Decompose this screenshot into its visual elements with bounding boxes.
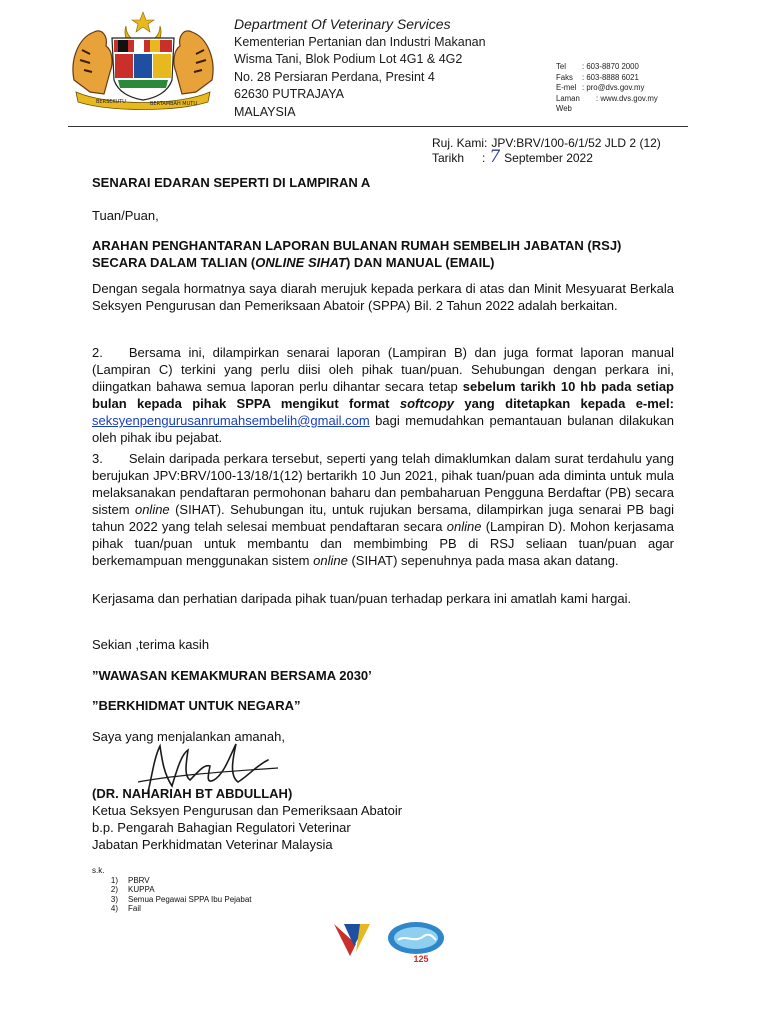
malaysia-madani-logo [330,920,376,960]
dvs-125-years-logo [384,916,448,966]
contact-value: : pro@dvs.gov.my [582,83,645,92]
contact-label: E-mel [556,83,577,92]
contact-row [556,94,658,115]
cc-item-number: 3) [110,894,118,904]
paragraph-3 [92,450,674,569]
date-colon: : [482,151,486,165]
paragraph-text-bold: sebelum tarikh 10 hb pada setiap bulan kepada pihak SPPA mengikut format [92,379,675,411]
paragraph-1: Dengan segala hormatnya saya diarah merujuk kepada perkara di atas dan Minit Mesyuarat Berkala Seksyen Pengurusan dan Pemeriksaan Abatoir (SPPA) Bil. 2 Tahun 2022 adalah berkaitan. [92,281,674,313]
cc-item-number: 2) [110,885,118,894]
subject-heading [92,237,674,271]
cc-item [92,885,252,895]
logo-number: 125 [413,954,429,964]
reference-label: Ruj. Kami: [432,136,488,150]
salutation: Tuan/Puan, [92,208,159,223]
cc-item-text: Fail [128,904,141,913]
contact-label: Laman Web [556,93,580,113]
letterhead-divider [68,126,688,127]
cc-item-number: 4) [110,904,118,913]
contact-value: : www.dvs.gov.my [596,93,658,103]
motto-line-1: ”WAWASAN KEMAKMURAN BERSAMA 2030’ [92,668,372,683]
paragraph-text-italic: online [134,502,170,517]
subject-text: ARAHAN PENGHANTARAN LAPORAN BULANAN RUMAH SEMBELIH JABATAN (RSJ) SECARA DALAM TALIAN ( [92,238,622,270]
signatory-title: Ketua Seksyen Pengurusan dan Pemeriksaan Abatoir [92,803,403,818]
cc-item-text: Semua Pegawai SPPA Ibu Pejabat [128,894,252,904]
reference-block [432,136,661,166]
date-label: Tarikh [432,151,465,165]
address-line: Kementerian Pertanian dan Industri Makanan [234,34,486,49]
cc-item [92,904,252,914]
paragraph-text-italic: online [446,519,482,534]
contact-value: : 603-8870 2000 [582,62,639,71]
contact-label: Faks [556,72,573,82]
cc-item-number: 1) [110,875,118,885]
date-day-handwritten: 7 [489,147,501,167]
paragraph-text-bold: yang ditetapkan kepada e-mel: [454,396,674,411]
crest-motto-left: BERSEKUTU [96,99,126,105]
address-line: 62630 PUTRAJAYA [234,87,345,102]
cc-item [92,876,252,886]
department-name: Department Of Veterinary Services [234,16,451,32]
subject-text: ) DAN MANUAL (EMAIL) [345,255,495,270]
cc-item-text: PBRV [128,875,150,885]
crest-motto-right: BERTAMBAH MUTU [150,101,197,107]
signatory-title: Jabatan Perkhidmatan Veterinar Malaysia [92,837,333,852]
letterhead-address [234,16,534,122]
paragraph-text: Selain daripada perkara tersebut, seperti yang telah dimaklumkan dalam surat terdahulu yang berujukan JPV:BRV/100-13/18/1(12) bertarikh 10 Jun 2021, pihak tuan/puan ada diminta untuk mula melaksanakan pendaftaran permohonan baharu dan pembaharuan Pengguna Berdaftar (PB) secara sistem [92,451,674,517]
contact-row [556,73,658,84]
contact-block [556,62,658,115]
paragraph-4: Kerjasama dan perhatian daripada pihak tuan/puan terhadap perkara ini amatlah kami hargai. [92,591,632,606]
paragraph-number: 2. [92,345,103,360]
cc-list [92,866,252,914]
contact-row [556,62,658,73]
cc-label: s.k. [92,866,105,875]
malaysia-crest-logo [68,10,218,110]
email-link[interactable]: seksyenpengurusanrumahsembelih@gmail.com [92,413,370,428]
signatory-name: (DR. NAHARIAH BT ABDULLAH) [92,786,293,801]
cc-item-text: KUPPA [128,885,155,894]
paragraph-number: 3. [92,451,103,466]
address-line: No. 28 Persiaran Perdana, Presint 4 [234,69,435,84]
contact-label: Tel [556,62,566,71]
paragraph-text: (Lampiran D). Mohon kerjasama pihak tuan/puan untuk membantu dan membimbing PB di RSJ seliaan tuan/puan agar berkemampuan menggunakan sistem [92,519,674,568]
closing-line: Sekian ,terima kasih [92,637,210,652]
paragraph-2 [92,344,674,446]
recipient-line: SENARAI EDARAN SEPERTI DI LAMPIRAN A [92,175,371,190]
subject-text-italic: ONLINE SIHAT [255,255,346,270]
motto-line-2: ”BERKHIDMAT UNTUK NEGARA” [92,698,301,713]
paragraph-text-italic: online [313,553,348,568]
contact-value: : 603-8888 6021 [582,72,639,82]
date-row [432,147,661,167]
paragraph-text-bold-italic: softcopy [399,396,455,411]
contact-row [556,83,658,94]
reference-number: JPV:BRV/100-6/1/52 JLD 2 (12) [491,136,661,150]
paragraph-text: (SIHAT) sepenuhnya pada masa akan datang. [347,553,619,568]
signatory-title: b.p. Pengarah Bahagian Regulatori Veterinar [92,820,351,835]
trust-line: Saya yang menjalankan amanah, [92,729,285,744]
paragraph-text: bagi memudahkan pemantauan bulanan dilakukan oleh pihak ibu pejabat. [92,413,674,445]
cc-item [92,895,252,905]
paragraph-text: (SIHAT). Sehubungan itu, untuk rujukan bersama, dilampirkan juga senarai PB bagi tahun 2022 yang telah selesai membuat pendaftaran secara [92,502,675,534]
address-line: Wisma Tani, Blok Podium Lot 4G1 & 4G2 [234,52,463,67]
reference-row [432,136,661,151]
paragraph-text: Bersama ini, dilampirkan senarai laporan (Lampiran B) dan juga format laporan manual (Lampiran C) terkini yang perlu diisi oleh pihak tuan/puan. Sehubungan dengan perkara ini, diingatkan bahawa semua laporan perlu dihantar secara tetap [92,345,674,394]
date-month-year: September 2022 [504,151,593,165]
address-line: MALAYSIA [234,104,296,119]
